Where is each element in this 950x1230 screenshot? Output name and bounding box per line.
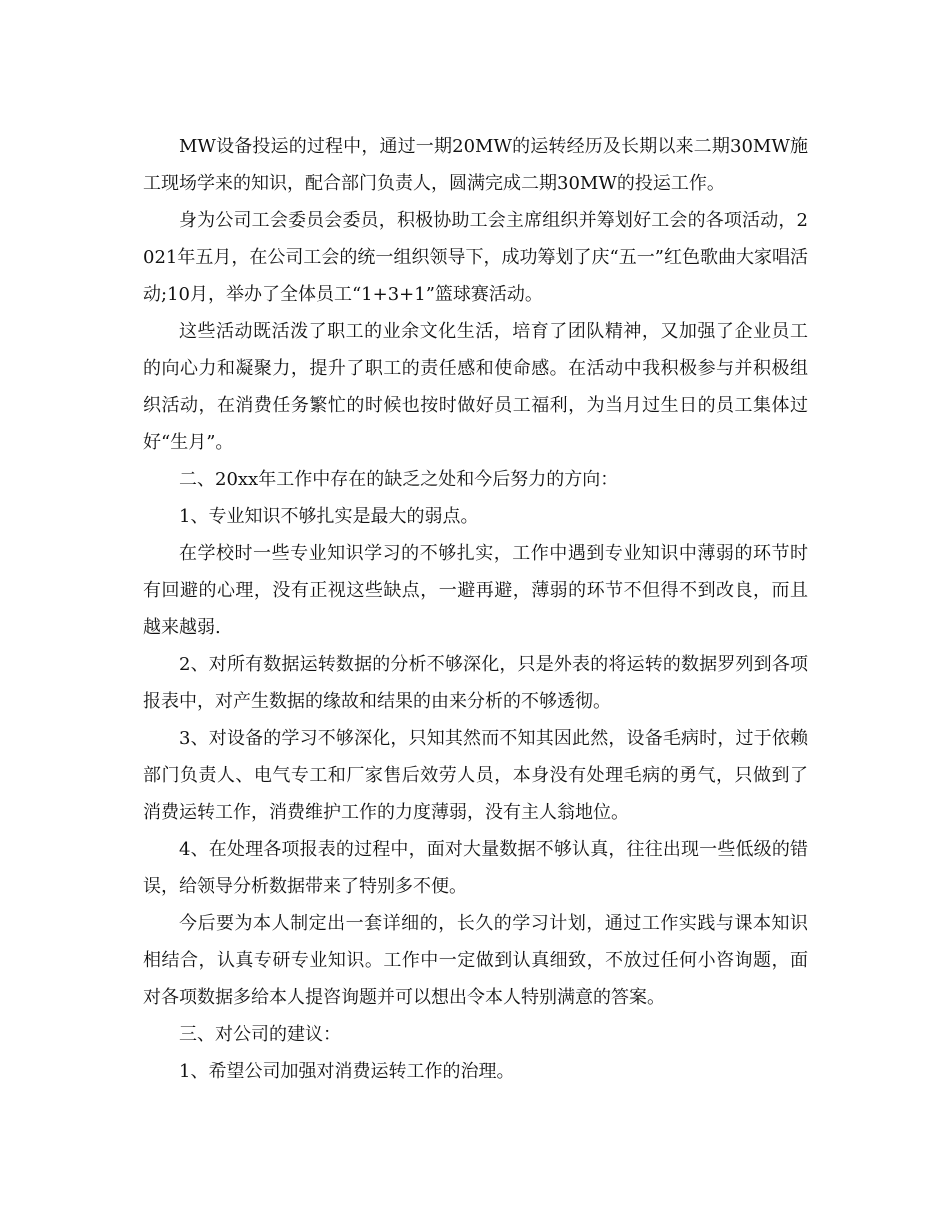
list-item-data-analysis: 2、对所有数据运转数据的分析不够深化，只是外表的将运转的数据罗列到各项报表中，对产生数据的缘故和结果的由来分析的不够透彻。	[143, 654, 808, 712]
list-item-report-handling: 4、在处理各项报表的过程中，面对大量数据不够认真，往往出现一些低级的错误，给领导分析数据带来了特别多不便。	[143, 839, 808, 897]
list-item-suggestion-1: 1、希望公司加强对消费运转工作的治理。	[179, 1061, 515, 1082]
paragraph-future-plan: 今后要为本人制定出一套详细的，长久的学习计划，通过工作实践与课本知识相结合，认真专研专业知识。工作中一定做到认真细致，不放过任何小咨询题，面对各项数据多给本人提咨询题并可以想出令本人特别满意的答案。	[143, 913, 808, 1008]
section-heading-suggestions: 三、对公司的建议：	[179, 1024, 341, 1045]
paragraph-activity-benefits: 这些活动既活泼了职工的业余文化生活，培育了团队精神，又加强了企业员工的向心力和凝聚力，提升了职工的责任感和使命感。在活动中我积极参与并积极组织活动，在消费任务繁忙的时候也按时做好员工福利，为当月过生日的员工集体过好“生月”。	[143, 321, 808, 453]
document-body	[143, 128, 808, 1090]
section-heading-shortcomings: 二、20xx年工作中存在的缺乏之处和今后努力的方向：	[179, 469, 619, 490]
paragraph-knowledge-detail: 在学校时一些专业知识学习的不够扎实，工作中遇到专业知识中薄弱的环节时有回避的心理，没有正视这些缺点，一避再避，薄弱的环节不但得不到改良，而且越来越弱.	[143, 543, 808, 638]
paragraph-union-activities: 身为公司工会委员会委员，积极协助工会主席组织并筹划好工会的各项活动，2021年五月，在公司工会的统一组织领导下，成功筹划了庆“五一”红色歌曲大家唱活动;10月，举办了全体员工“1+3+1”篮球赛活动。	[143, 210, 808, 305]
paragraph-project-commissioning: MW设备投运的过程中，通过一期20MW的运转经历及长期以来二期30MW施工现场学来的知识，配合部门负责人，圆满完成二期30MW的投运工作。	[143, 136, 808, 194]
list-item-equipment-study: 3、对设备的学习不够深化，只知其然而不知其因此然，设备毛病时，过于依赖部门负责人、电气专工和厂家售后效劳人员，本身没有处理毛病的勇气，只做到了消费运转工作，消费维护工作的力度薄弱，没有主人翁地位。	[143, 728, 808, 823]
list-item-knowledge-weakness: 1、专业知识不够扎实是最大的弱点。	[179, 506, 479, 527]
